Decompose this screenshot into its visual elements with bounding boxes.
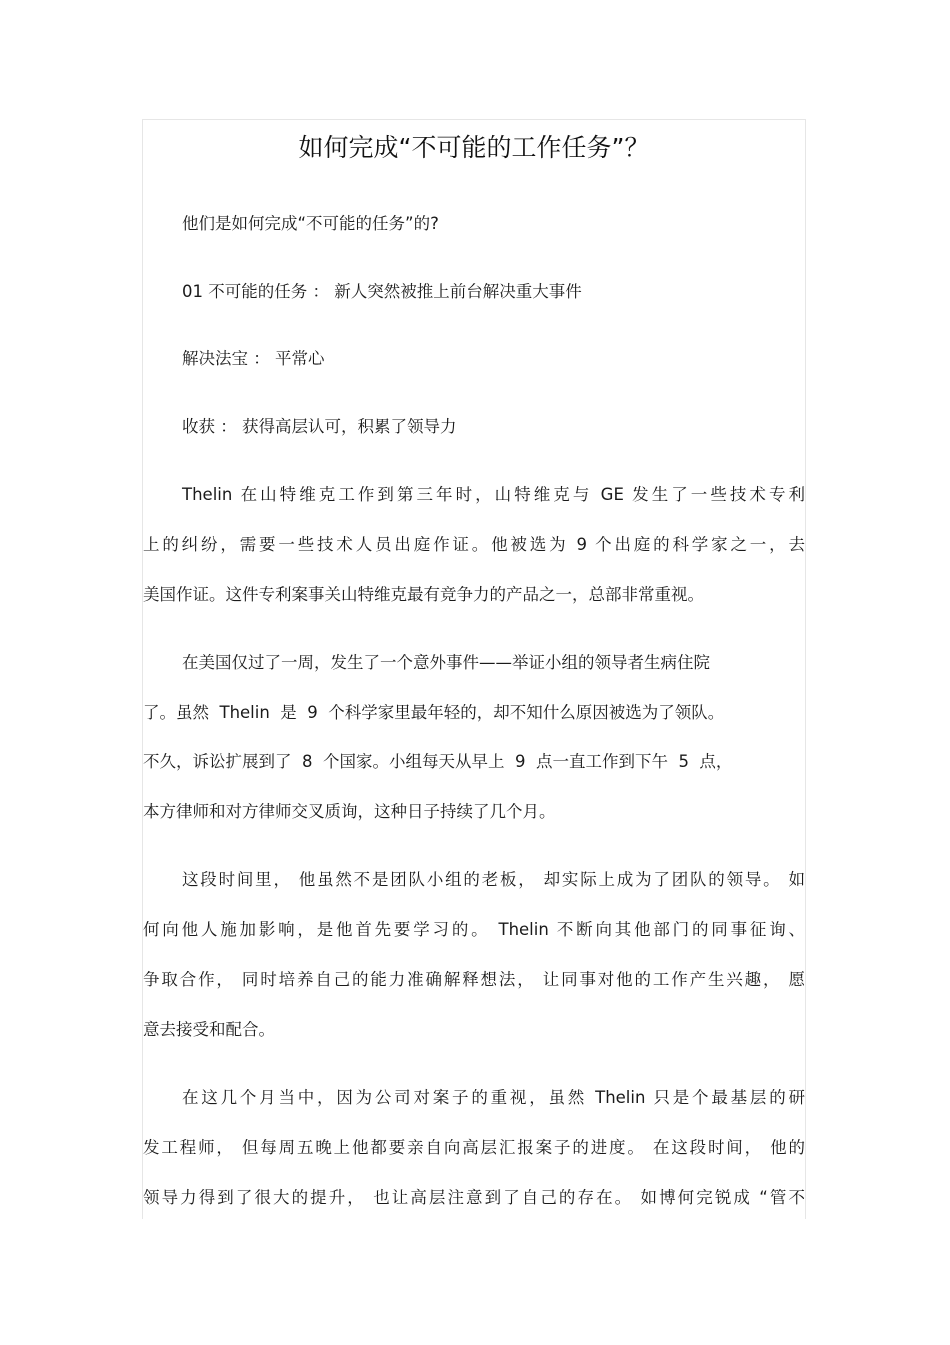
paragraph-1-line-1: Thelin 在山特维克工作到第三年时，山特维克与 GE 发生了一些技术专利: [182, 485, 805, 504]
intro-line: 他们是如何完成“不可能的任务”的?: [182, 214, 439, 233]
task-line: 01 不可能的任务 ： 新人突然被推上前台解决重大事件: [182, 282, 582, 301]
paragraph-3-line-1: 这段时间里， 他虽然不是团队小组的老板， 却实际上成为了团队的领导。 如: [182, 870, 805, 889]
paragraph-4-line-3: 领导力得到了很大的提升， 也让高层注意到了自己的存在。 如博何完锐成 “管不: [143, 1188, 805, 1207]
paragraph-1-line-3: 美国作证。这件专利案事关山特维克最有竞争力的产品之一，总部非常重视。: [143, 585, 704, 604]
document-title: 如何完成“不可能的工作任务”？: [298, 133, 650, 162]
paragraph-1-line-2: 上的纠纷，需要一些技术人员出庭作证。他被选为 9 个出庭的科学家之一，去: [143, 535, 805, 554]
paragraph-4-line-1: 在这几个月当中，因为公司对案子的重视，虽然 Thelin 只是个最基层的研: [182, 1088, 805, 1107]
paragraph-3-line-3: 争取合作， 同时培养自己的能力准确解释想法， 让同事对他的工作产生兴趣， 愿: [143, 970, 805, 989]
paragraph-2-line-4: 本方律师和对方律师交叉质询，这种日子持续了几个月。: [143, 802, 556, 821]
paragraph-2-line-2: 了。虽然 Thelin 是 9 个科学家里最年轻的，却不知什么原因被选为了领队。: [143, 703, 725, 722]
paragraph-4-line-2: 发工程师， 但每周五晚上他都要亲自向高层汇报案子的进度。 在这段时间， 他的: [143, 1138, 805, 1157]
method-line: 解决法宝 ： 平常心: [182, 349, 325, 368]
gain-line: 收获 ： 获得高层认可，积累了领导力: [182, 417, 457, 436]
paragraph-2-line-1: 在美国仅过了一周，发生了一个意外事件——举证小组的领导者生病住院: [182, 653, 710, 672]
paragraph-3-line-4: 意去接受和配合。: [143, 1020, 275, 1039]
paragraph-2-line-3: 不久，诉讼扩展到了 8 个国家。小组每天从早上 9 点一直工作到下午 5 点，: [143, 752, 733, 771]
paragraph-3-line-2: 何向他人施加影响，是他首先要学习的。 Thelin 不断向其他部门的同事征询、: [143, 920, 805, 939]
